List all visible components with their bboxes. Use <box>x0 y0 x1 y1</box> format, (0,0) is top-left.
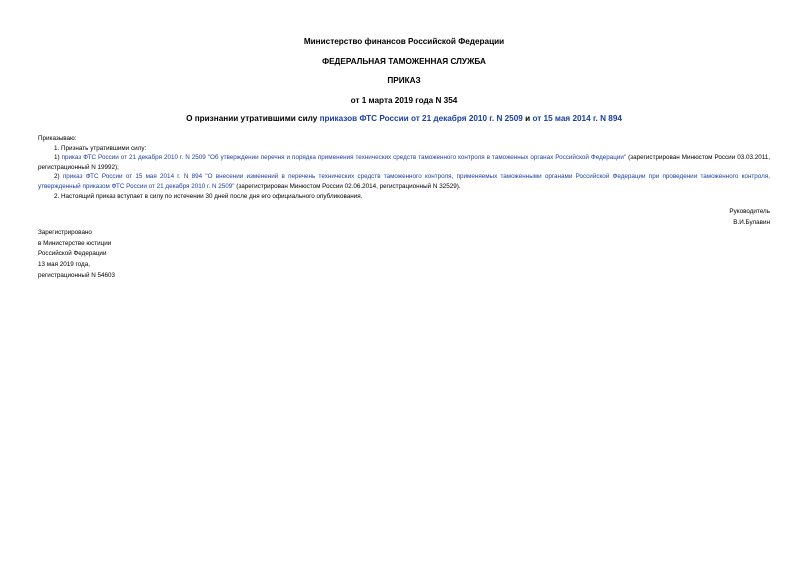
item-2: 2. Настоящий приказ вступает в силу по истечении 30 дней после дня его официального опубликования. <box>54 192 363 200</box>
item-1-1-number: 1) <box>54 154 62 162</box>
subject-link-order-2509[interactable]: приказов ФТС России от 21 декабря 2010 г. N 2509 <box>319 114 523 123</box>
signature-position: Руководитель <box>729 208 770 215</box>
item-1-1-link[interactable]: приказ ФТС России от 21 декабря 2010 г. N 2509 "Об утверждении перечня и порядка применения технических средств таможенного контроля в таможенных органах Российской Федерации" <box>61 154 627 162</box>
signature-name: В.И.Булавин <box>733 218 770 226</box>
order-word: Приказываю: <box>38 135 77 142</box>
date-number-heading: от 1 марта 2019 года N 354 <box>350 96 458 105</box>
subject-link-order-894[interactable]: от 15 мая 2014 г. N 894 <box>532 114 622 123</box>
subject-heading <box>38 114 770 124</box>
item-1-2 <box>38 172 770 191</box>
registration-line: регистрационный N 54603 <box>38 271 116 279</box>
registration-line: Российской Федерации <box>38 250 107 258</box>
service-heading: ФЕДЕРАЛЬНАЯ ТАМОЖЕННАЯ СЛУЖБА <box>322 57 486 66</box>
item-1-2-tail: (зарегистрирован Минюстом России 02.06.2014, регистрационный N 32529). <box>234 182 461 190</box>
document-body <box>38 134 770 201</box>
item-1-1 <box>38 153 770 172</box>
registration-line: 13 мая 2019 года, <box>38 261 90 269</box>
subject-mid: и <box>522 114 533 123</box>
registration-line: Зарегистрировано <box>38 229 92 236</box>
item-1-1-tail: (зарегистрирован Минюстом России 03.03.2011, регистрационный N 19992); <box>38 154 770 171</box>
document-page <box>38 0 770 571</box>
document-type-heading: ПРИКАЗ <box>387 76 421 85</box>
ministry-heading: Министерство финансов Российской Федерации <box>303 37 505 46</box>
item-1-2-link[interactable]: приказ ФТС России от 15 мая 2014 г. N 894 "О внесении изменений в перечень технических средств таможенного контроля, применяемых таможенными органами Российской Федерации при проведении таможенного контроля, утвержденный приказом ФТС России от 21 декабря 2010 г. N 2509" <box>38 173 770 190</box>
item-1-title: 1. Признать утратившими силу: <box>54 144 147 152</box>
registration-block <box>38 228 115 282</box>
registration-line: в Министерстве юстиции <box>38 239 112 247</box>
signature-block <box>729 207 770 228</box>
item-1-2-number: 2) <box>54 173 63 181</box>
subject-prefix: О признании утратившими силу <box>186 114 320 123</box>
